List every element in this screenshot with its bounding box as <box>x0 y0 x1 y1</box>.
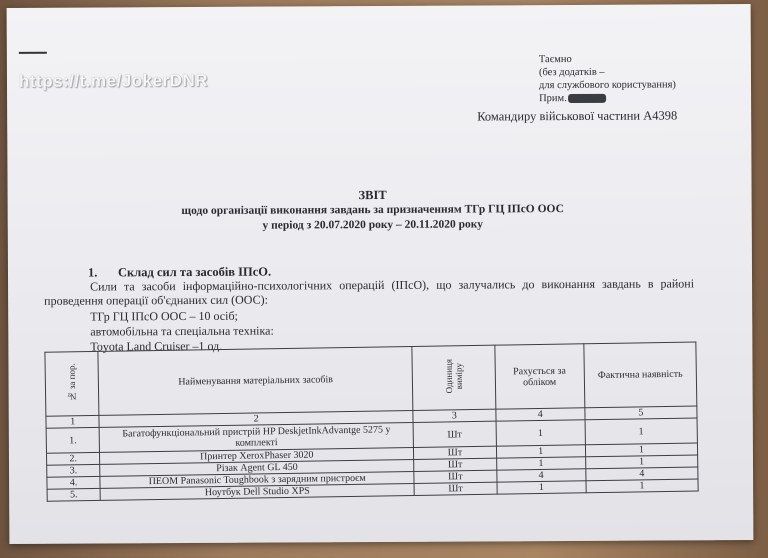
table-cell: 4 <box>496 469 585 482</box>
column-header: Найменування матеріальних засобів <box>98 346 413 415</box>
table-header-row <box>45 342 697 416</box>
classification-line: (без додатків – <box>538 66 605 79</box>
title-line: ЗВІТ <box>358 187 387 203</box>
table-cell: Шт <box>414 458 497 471</box>
paragraph-line: проведення операції об'єднаних сил (ООС): <box>44 292 268 308</box>
table-cell: Принтер XeroxPhaser 3020 <box>100 447 414 464</box>
column-header: Фактична наявність <box>584 342 697 408</box>
list-item: ТГр ГЦ ІПсО ООС – 10 осіб; <box>90 308 238 324</box>
title-line: щодо організації виконання завдань за призначенням ТГр ГЦ ІПсО ООС <box>181 203 564 218</box>
classification-stamp <box>539 52 676 105</box>
table-cell: 1 <box>586 479 698 493</box>
table-cell: Шт <box>413 421 496 447</box>
table-cell: Шт <box>414 446 497 459</box>
section-number: 1. <box>87 265 98 280</box>
table-cell: Ноутбук Dell Studio XPS <box>100 483 414 500</box>
table-cell: 1 <box>496 420 586 446</box>
table-cell: Шт <box>414 482 497 495</box>
table-cell: 1 <box>496 457 585 470</box>
table-cell: 3 <box>413 409 496 422</box>
materials-table <box>44 342 698 502</box>
table-cell: 5. <box>47 488 101 501</box>
table-cell: 1 <box>496 445 585 458</box>
copy-label: Прим. <box>539 93 567 105</box>
table-cell: 2 <box>99 410 413 427</box>
table-cell: 1. <box>46 427 100 453</box>
section-title: Склад сил та засобів ІПсО. <box>117 264 272 280</box>
report-title <box>158 187 588 234</box>
table-cell: Багатофункціональний пристрій HP DeskjetInkAdvantge 5275 у комплекті <box>99 422 413 452</box>
classification-copy-line <box>539 91 676 105</box>
title-line: у період з 20.07.2020 року – 20.11.2020 року <box>262 218 483 232</box>
table-cell: Різак Agent GL 450 <box>100 459 414 476</box>
table-cell: 4 <box>496 408 585 421</box>
table-cell: 1 <box>585 418 698 445</box>
paragraph-line: Сили та засоби інформаційно-психологічних операцій (ІПсО), що залучались до виконання завдань в районі <box>90 276 695 294</box>
table-cell: 1 <box>497 481 586 494</box>
table-cell: 1 <box>585 455 697 469</box>
table-cell: 2. <box>46 452 100 465</box>
addressee: Командиру військової частини А4398 <box>477 108 678 124</box>
column-header: Одиниця виміру <box>412 345 495 410</box>
table-cell: 4. <box>47 476 101 489</box>
watermark-link: https://t.me/JokerDNR <box>18 70 209 91</box>
redaction-bar-icon <box>568 94 606 103</box>
list-item: автомобільна та спеціальна техніка: <box>90 323 274 339</box>
list-item: Toyota Land Cruiser –1 од. <box>90 338 223 354</box>
document-page <box>7 4 754 544</box>
column-header: Рахується за обліком <box>495 344 585 409</box>
column-header: № за пор. <box>45 351 99 416</box>
table-cell: 1 <box>585 443 697 457</box>
corner-dash <box>19 52 47 54</box>
table-cell: Шт <box>414 470 497 483</box>
classification-line: для службового користування) <box>538 79 676 92</box>
table-cell: 4 <box>586 467 698 481</box>
table-cell: 1 <box>46 415 100 428</box>
classification-line: Таємно <box>538 53 572 66</box>
table-cell: 5 <box>585 406 697 420</box>
table-cell: 3. <box>47 464 101 477</box>
table-cell: ПЕОМ Panasonic Toughbook з зарядним пристроєм <box>100 471 414 488</box>
